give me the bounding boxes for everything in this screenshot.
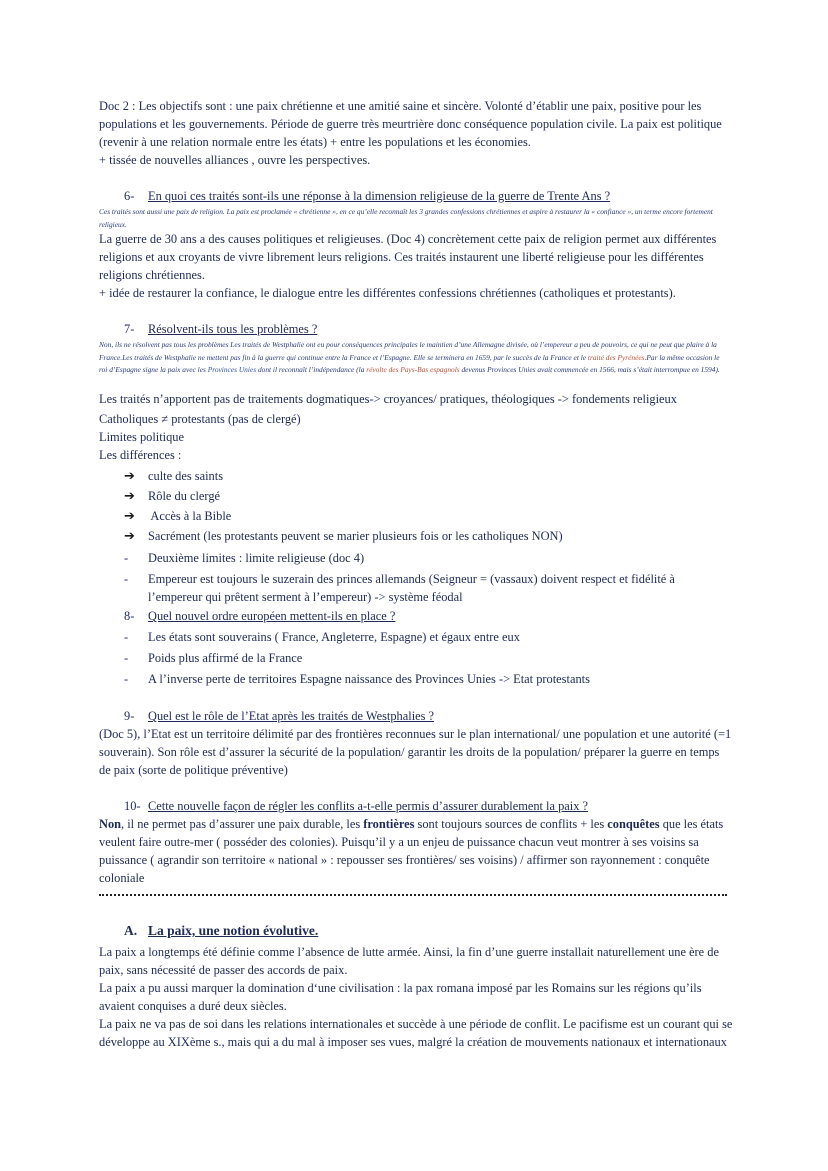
difference-item: ➔ Rôle du clergé [124, 489, 221, 504]
question-8-number: 8- [124, 609, 135, 623]
link-provinces-unies[interactable]: Provinces Unies [207, 365, 257, 374]
q7-line-3: Limites politique [99, 430, 185, 444]
question-7-note [99, 339, 724, 377]
q6-line-2: religions et aux croyants de vivre librement leurs religions. Ces traités instaurent une liberté religieuse pour les différentes [99, 250, 704, 264]
q6-line-4: + idée de restaurer la confiance, le dialogue entre les différentes confessions chrétiennes (catholiques et protestants). [99, 286, 676, 300]
section-a-line-3: La paix a pu aussi marquer la domination d‘une civilisation : la pax romana imposé par les Romains sur les régions qu’ils [99, 981, 702, 995]
difference-item: ➔ culte des saints [124, 469, 224, 484]
question-8 [124, 607, 395, 625]
q10-line-3: puissance ( agrandir son territoire « national » : repousser ses frontières/ ses voisins) / affirmer son rayonnement : conquête [99, 853, 710, 867]
doc2-line-2: populations et les gouvernements. Période de guerre très meurtrière donc conséquence population civile. La paix est politique [99, 117, 722, 131]
q7-note-part-a: Non, ils ne résolvent pas tous les problèmes Les traités de Westphalie ont eu pour conséquences principales le maintien d’une Allemagne divisée, où l’empereur a peu de pouvoirs, ce qui ne peut que plaire à la France.Les traités de Westphalie ne mettent pas fin à la guerre qui continue entre la France et l’Espagne. Elle se terminera en 1659, par le succès de la France et le [99, 340, 717, 362]
q6-line-1: La guerre de 30 ans a des causes politiques et religieuses. (Doc 4) concrètement cette paix de religion permet aux différentes [99, 232, 717, 246]
difference-item: ➔ Accès à la Bible [124, 509, 232, 524]
question-8-title: Quel nouvel ordre européen mettent-ils en place ? [148, 609, 396, 623]
q6-line-3: religions chrétiennes. [99, 268, 205, 282]
q10-line-2: veulent faire outre-mer ( posséder des colonies). Puisqu’il y a un enjeu de puissance chacun veut montrer à ses voisins sa [99, 835, 699, 849]
arrow-right-icon: ➔ [124, 509, 135, 524]
q9-line-3: de paix (sorte de politique préventive) [99, 763, 288, 777]
question-6-number: 6- [124, 189, 135, 203]
section-a-heading [124, 923, 318, 939]
section-a-line-6: développe au XIXème s., mais qui a du mal à imposer ses vues, malgré la création de mouvements nationaux et internationaux [99, 1035, 727, 1049]
document-page: Doc 2 : Les objectifs sont : une paix chrétienne et une amitié saine et sincère. Volonté d’établir une paix, positive pour les populations et les gouvernements. Période de guerre très meurtrière donc conséquence population civile. La paix est politique (revenir à une relation normale entre les états) + entre les populations et les économies. + tissée de nouvelles alliances , ouvre les perspectives. 6- En quoi ces traités sont-ils une réponse à la dimension religieuse de la guerre de Trente Ans ? Ces traités sont aussi une paix de religion. La paix est proclamée « chrétienne », en ce qu’elle reconnaît les 3 grandes confessions chrétiennes et aspire à restaurer la « confiance », un terme encore fortement religieux. La guerre de 30 ans a des causes politiques et religieuses. (Doc 4) concrètement cette paix de religion permet aux différentes religions et aux croyants de vivre librement leurs religions. Ces traités instaurent une liberté religieuse pour les différentes religions chrétiennes. + idée de restaurer la confiance, le dialogue entre les différentes confessions chrétiennes (catholiques et protestants). 7- Résolvent-ils tous les problèmes ? Non, ils ne résolvent pas tous les problèmes Les traités de Westphalie ont eu pour conséquences principales le maintien d’une Allemagne divisée, où l’empereur a peu de pouvoirs, ce qui ne peut que plaire à la France.Les traités de Westphalie ne mettent pas fin à la guerre qui continue entre la France et l’Espagne. Elle se terminera en 1659, par le succès de la France et le traité des Pyrénées.Par la même occasion le roi d’Espagne signe la paix avec les Provinces Unies dont il reconnaît l’indépendance (la révolte des Pays-Bas espagnols devenus Provinces Unies avait commencée en 1566, mais s’était interrompue en 1594). Les traités n’apportent pas de traitements dogmatiques-> croyances/ pratiques, théologiques -> fondements religieux Catholiques ≠ protestants (pas de clergé) Limites politique Les différences : ➔ culte des saints ➔ Rôle du clergé ➔ Accès à la Bible ➔ Sacrément (les protestants peuvent se marier plusieurs fois or les catholiques NON) - Deuxième limites : limite religieuse (doc 4) - Empereur est toujours le suzerain des princes allemands (Seigneur = (vassaux) doivent respect et fidélité à l’empereur qui prêtent serment à l’empereur) -> système féodal 8- Quel nouvel ordre européen mettent-ils en place ? - Les états sont souverains ( France, Angleterre, Espagne) et égaux entre eux - Poids plus affirmé de la France - A l’inverse perte de territoires Espagne naissance des Provinces Unies -> Etat protestants 9- Quel est le rôle de l’Etat après les traités de Westphalies ? (Doc 5), l’Etat est un territoire délimité par des frontières reconnues sur le plan international/ une population et une autorité (=1 souverain). Son rôle est d’assurer la sécurité de la population/ garantir les droits de la population/ préparer la guerre en temps de paix (sorte de politique préventive) 10- Cette nouvelle façon de régler les conflits a-t-elle permis d’assurer durablement la paix ? Non, il ne permet pas d’assurer une paix durable, les frontières sont toujours sources de conflits + les conquêtes que les états veulent faire outre-mer ( posséder des colonies). Puisqu’il y a un enjeu de puissance chacun veut montrer à ses voisins sa puissance ( agrandir son territoire « national » : repousser ses frontières/ ses voisins) / affirmer son rayonnement : conquête coloniale A. La paix, une notion évolutive. La paix a longtemps été définie comme l’absence de lutte armée. Ainsi, la fin d’une guerre installait naturellement une ère de paix, sans nécessité de passer des accords de paix. La paix a pu aussi marquer la domination d‘une civilisation : la pax romana imposé par les Romains sur les régions qu’ils avaient conquises a duré deux siècles. La paix ne va pas de soi dans les relations internationales et succède à une période de conflit. Le pacifisme est un courant qui se développe au XIXème s., mais qui a du mal à imposer ses vues, malgré la création de mouvements nationaux et internationaux [99, 99, 733, 1049]
q10-line-4: coloniale [99, 871, 145, 885]
difference-item: ➔ Sacrément (les protestants peuvent se marier plusieurs fois or les catholiques NON) [124, 529, 563, 544]
dotted-separator [99, 890, 727, 896]
question-10 [124, 797, 588, 815]
section-a-number: A. [124, 923, 138, 938]
question-7-number: 7- [124, 322, 135, 336]
q7-line-1: Les traités n’apportent pas de traitements dogmatiques-> croyances/ pratiques, théologiques -> fondements religieux [99, 392, 677, 406]
doc2-line-1: Doc 2 : Les objectifs sont : une paix chrétienne et une amitié saine et sincère. Volonté d’établir une paix, positive pour les [99, 99, 702, 113]
section-a-title: La paix, une notion évolutive. [148, 923, 319, 938]
question-6-title: En quoi ces traités sont-ils une réponse à la dimension religieuse de la guerre de Trente Ans ? [148, 189, 611, 203]
section-a-line-5: La paix ne va pas de soi dans les relations internationales et succède à une période de conflit. Le pacifisme est un courant qui se [99, 1017, 733, 1031]
q7-note-part-c: dont il reconnaît l’indépendance (la [256, 365, 367, 374]
link-traite-des-pyrenees[interactable]: traité des Pyrénées [587, 352, 645, 362]
q9-line-1: (Doc 5), l’Etat est un territoire délimité par des frontières reconnues sur le plan international/ une population et une autorité (=1 [99, 727, 732, 741]
arrow-right-icon: ➔ [124, 489, 135, 504]
question-9-title: Quel est le rôle de l’Etat après les traités de Westphalies ? [148, 709, 435, 723]
q7-line-4: Les différences : [99, 448, 182, 462]
question-6-note: Ces traités sont aussi une paix de religion. La paix est proclamée « chrétienne », en ce qu’elle reconnaît les 3 grandes confessions chrétiennes et aspire à restaurer la « confiance », un terme encore fortement religieux. [99, 207, 713, 229]
question-10-number: 10- [124, 799, 141, 813]
q10-line-1: Non, il ne permet pas d’assurer une paix durable, les frontières sont toujours sources de conflits + les conquêtes que les états [99, 817, 724, 831]
question-6 [124, 187, 610, 205]
q9-line-2: souverain). Son rôle est d’assurer la sécurité de la population/ garantir les droits de la population/ préparer la guerre en temps [99, 745, 720, 759]
question-10-title: Cette nouvelle façon de régler les conflits a-t-elle permis d’assurer durablement la paix ? [148, 799, 589, 813]
link-revolte-pays-bas[interactable]: révolte des Pays-Bas espagnols [366, 365, 460, 374]
doc2-line-4: + tissée de nouvelles alliances , ouvre les perspectives. [99, 153, 371, 167]
question-9-number: 9- [124, 709, 135, 723]
arrow-right-icon: ➔ [124, 529, 135, 544]
section-a-line-4: avaient conquises a duré deux siècles. [99, 999, 287, 1013]
question-9 [124, 707, 434, 725]
doc2-line-3: (revenir à une relation normale entre les états) + entre les populations et les économies. [99, 135, 531, 149]
question-7 [124, 320, 317, 338]
section-a-line-2: paix, sans nécessité de passer des accords de paix. [99, 963, 348, 977]
q7-note-part-b: .Par la même occasion le roi d’Espagne signe la paix avec les [99, 352, 720, 374]
q7-line-2: Catholiques ≠ protestants (pas de clergé) [99, 412, 301, 426]
arrow-right-icon: ➔ [124, 469, 135, 484]
section-a-line-1: La paix a longtemps été définie comme l’absence de lutte armée. Ainsi, la fin d’une guerre installait naturellement une ère de [99, 945, 719, 959]
question-7-title: Résolvent-ils tous les problèmes ? [148, 322, 318, 336]
q7-note-part-d: devenus Provinces Unies avait commencée en 1566, mais s’était interrompue en 1594). [459, 365, 720, 374]
